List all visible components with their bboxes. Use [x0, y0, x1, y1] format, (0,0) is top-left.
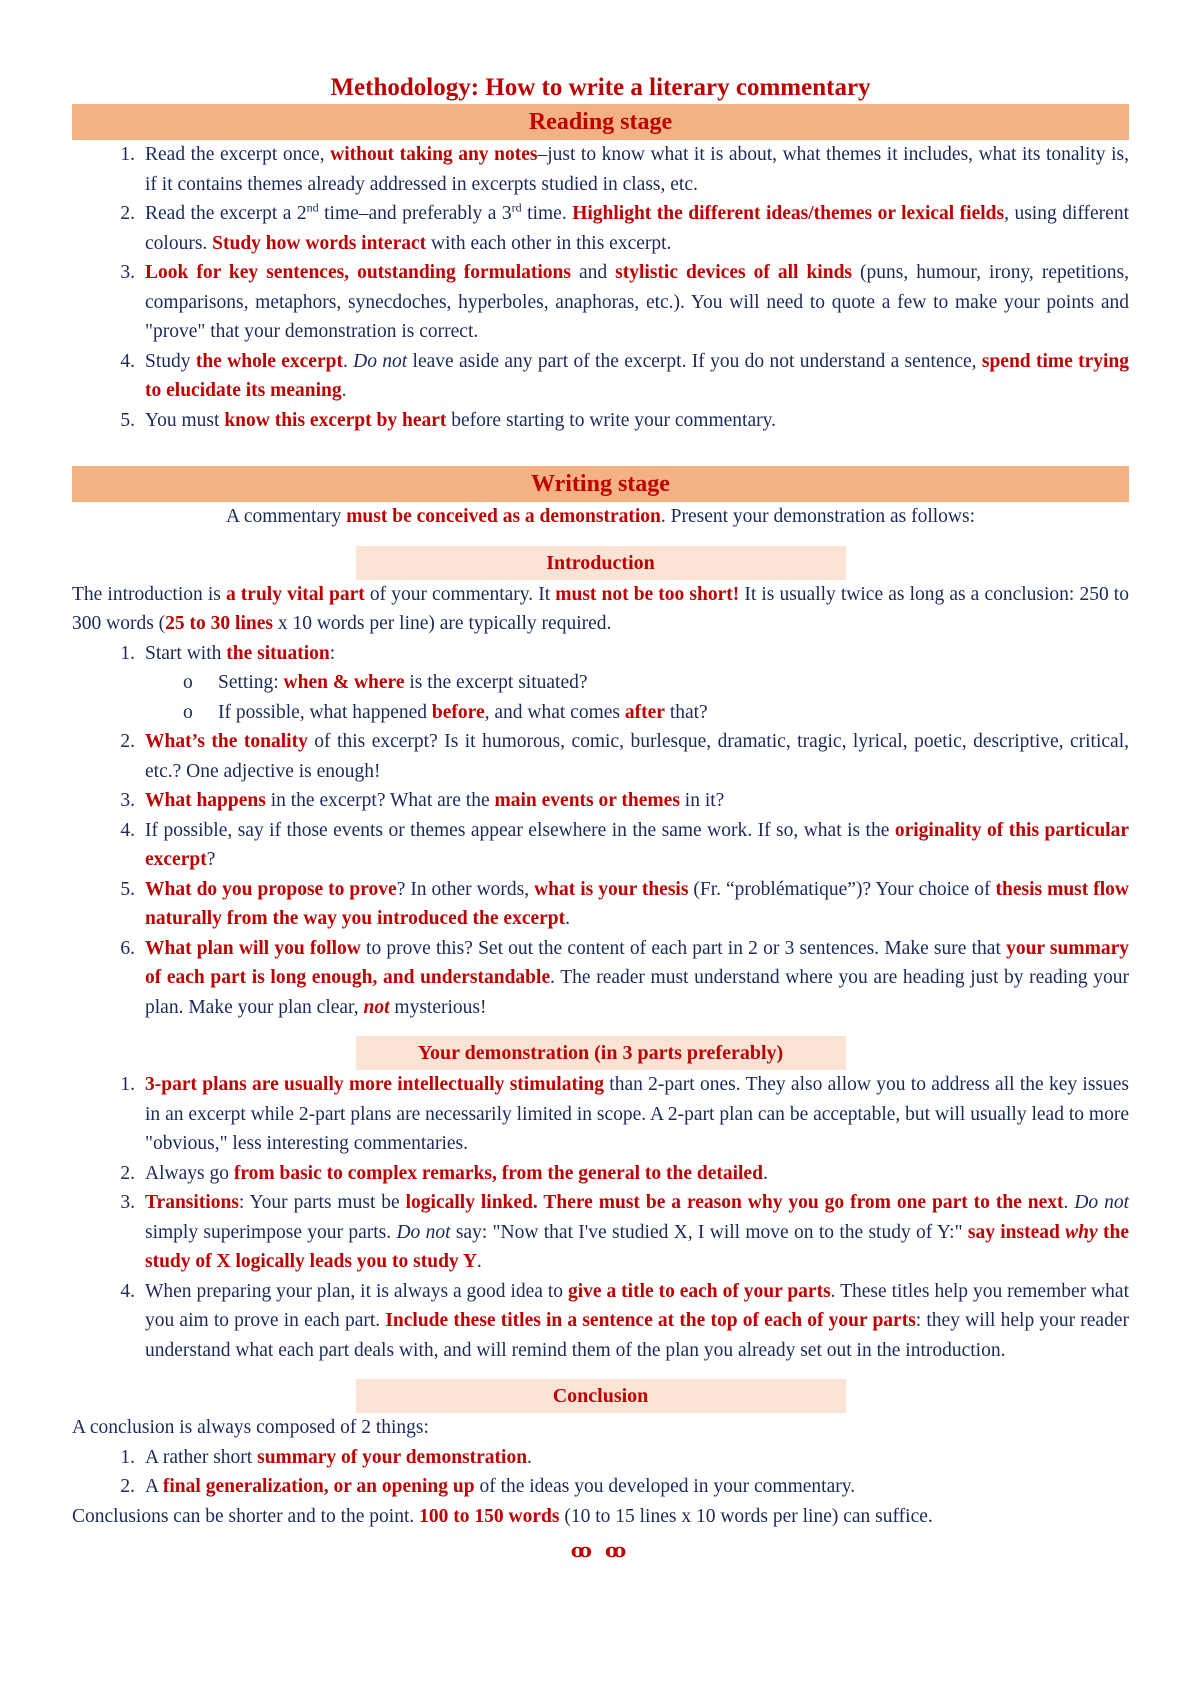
text-run: nd	[306, 200, 319, 215]
highlighted-text: the study of X logically leads you to study Y	[145, 1221, 1129, 1272]
list-item-text	[145, 938, 1129, 1018]
text-run: say: "Now that I've studied X, I will move on to the study of Y:"	[450, 1221, 968, 1243]
list-number: 2.	[120, 1162, 135, 1184]
list-number: 6.	[120, 937, 135, 959]
highlighted-text: without taking any notes	[330, 144, 538, 165]
text-run: .	[476, 1251, 482, 1272]
sub-list-item	[72, 698, 1129, 728]
reading-stage-heading: Reading stage	[72, 104, 1129, 140]
text-run: .	[762, 1162, 768, 1184]
list-number: 4.	[120, 819, 135, 841]
list-item-text	[145, 731, 1129, 782]
text-run: of the ideas you developed in your commentary.	[474, 1476, 856, 1497]
highlighted-text: after	[624, 701, 665, 723]
text-run: .	[527, 1446, 532, 1468]
text-run: Study	[145, 350, 196, 372]
highlighted-text: Transitions	[145, 1192, 239, 1213]
highlighted-text: why	[1065, 1221, 1098, 1243]
text-run: The introduction is	[72, 583, 226, 605]
text-run: .	[1063, 1192, 1075, 1213]
list-number: 3.	[120, 1192, 135, 1213]
writing-intro	[72, 502, 1129, 532]
document-page	[72, 72, 1129, 1567]
list-item-text	[145, 1163, 768, 1184]
text-run: Always go	[145, 1162, 234, 1184]
highlighted-text: say instead	[967, 1221, 1066, 1243]
text-run: (Fr. “problématique”)? Your choice of	[688, 878, 996, 900]
list-number: 4.	[120, 1280, 135, 1302]
list-item-text	[145, 1447, 532, 1468]
text-run: mysterious!	[389, 996, 487, 1018]
text-run: x 10 words per line) are typically required.	[272, 613, 612, 634]
text-run: and	[570, 262, 616, 283]
text-run: . The reader must understand where you are heading just by reading your plan. Make your plan clear,	[145, 967, 1129, 1018]
highlighted-text: What happens	[145, 790, 266, 811]
list-item	[72, 1159, 1129, 1189]
list-item	[72, 1472, 1129, 1502]
text-run: Do not	[353, 350, 408, 372]
list-item-text	[145, 1074, 1129, 1154]
highlighted-text: summary of your demonstration	[257, 1446, 528, 1468]
text-run: Conclusions can be shorter and to the point.	[72, 1505, 420, 1527]
list-number: 1.	[120, 642, 135, 664]
list-item-text	[145, 200, 1129, 254]
list-item	[72, 140, 1129, 199]
list-item-text	[145, 1476, 855, 1497]
text-run: A conclusion is always composed of 2 things:	[72, 1417, 429, 1438]
text-run: in it?	[679, 790, 725, 811]
highlighted-text: the whole excerpt	[195, 350, 343, 372]
text-run: ? In other words,	[396, 878, 535, 900]
conclusion-paragraph	[72, 1413, 1129, 1443]
highlighted-text: What do you propose to prove	[145, 878, 397, 900]
text-run: Do not	[396, 1221, 451, 1243]
highlighted-text: 3-part plans are usually more intellectually stimulating	[145, 1074, 604, 1095]
text-run: with each other in this excerpt.	[426, 232, 672, 254]
text-run: :	[329, 642, 336, 664]
list-item-text	[145, 410, 776, 431]
list-number: 1.	[120, 144, 135, 165]
highlighted-text: Study how words interact	[212, 232, 427, 254]
list-number: 2.	[120, 203, 135, 224]
text-run: When preparing your plan, it is always a good idea to	[145, 1280, 568, 1302]
situation-sublist	[72, 668, 1129, 727]
list-item	[72, 1188, 1129, 1277]
list-number: 5.	[120, 878, 135, 900]
list-item	[72, 639, 1129, 669]
text-run: than 2-part ones. They also allow you to address all the key issues in an excerpt while 2-part plans are necessarily limited in scope. A 2-part plan can be acceptable, but will usually lead to more "obvious," less interesting commentaries.	[145, 1074, 1129, 1154]
highlighted-text: your summary of each part is long enough, and understandable	[145, 937, 1129, 988]
text-run: Read the excerpt a 2	[145, 203, 307, 224]
text-run: time–and preferably a 3	[318, 203, 512, 224]
list-item-text	[145, 879, 1129, 930]
introduction-heading: Introduction	[356, 546, 846, 580]
text-run: is the excerpt situated?	[404, 672, 588, 693]
list-number: 2.	[120, 731, 135, 752]
list-number: 1.	[120, 1074, 135, 1095]
highlighted-text: give a title to each of your parts	[567, 1280, 831, 1302]
text-run: Setting:	[218, 672, 284, 693]
writing-stage-heading: Writing stage	[72, 466, 1129, 502]
list-number: 4.	[120, 350, 135, 372]
list-item	[72, 816, 1129, 875]
highlighted-text: Highlight the different ideas/themes or lexical fields	[572, 203, 1005, 224]
highlighted-text: not	[363, 996, 390, 1018]
highlighted-text: Look for key sentences, outstanding formulations	[145, 262, 571, 283]
list-number: 1.	[120, 1446, 135, 1468]
bullet-icon: o	[183, 672, 193, 693]
document-title: Methodology: How to write a literary commentary	[330, 74, 871, 101]
highlighted-text: thesis must flow naturally from the way you introduced the excerpt	[145, 878, 1129, 929]
list-item	[72, 406, 1129, 436]
text-run: .	[565, 908, 570, 929]
list-item	[72, 1277, 1129, 1366]
list-item	[72, 199, 1129, 258]
highlighted-text: from basic to complex remarks, from the general to the detailed	[233, 1162, 763, 1184]
highlighted-text: originality of this particular excerpt	[145, 819, 1129, 870]
text-run: of this excerpt? Is it humorous, comic, burlesque, dramatic, tragic, lyrical, poetic, descriptive, critical, etc.? One adjective is enough!	[145, 731, 1129, 782]
highlighted-text: when & where	[283, 672, 405, 693]
highlighted-text: before	[431, 701, 485, 723]
text-run: (10 to 15 lines x 10 words per line) can suffice.	[559, 1505, 933, 1527]
text-run: It is usually twice as long as a conclusion: 250 to 300 words (	[72, 583, 1129, 634]
list-number: 2.	[120, 1476, 135, 1497]
text-run: of your commentary. It	[364, 583, 556, 605]
text-run: Do not	[1074, 1192, 1130, 1213]
list-item	[72, 934, 1129, 1023]
list-number: 3.	[120, 262, 135, 283]
text-run: to prove this? Set out the content of each part in 2 or 3 sentences. Make sure that	[360, 937, 1007, 959]
text-run: .	[341, 380, 347, 401]
list-item	[72, 875, 1129, 934]
highlighted-text: logically linked. There must be a reason why you go from one part to the next	[405, 1192, 1064, 1213]
text-run: (puns, humour, irony, repetitions, comparisons, metaphors, synecdoches, hyperboles, anaphoras, etc.). You will need to quote a few to make your points and "prove" that your demonstration is correct.	[145, 262, 1130, 342]
sub-list-item-text	[218, 672, 588, 693]
introduction-steps-list	[72, 639, 1129, 669]
highlighted-text: What’s the tonality	[145, 731, 308, 752]
highlighted-text: must be conceived as a demonstration	[346, 506, 661, 527]
text-run: If possible, what happened	[218, 701, 432, 723]
conclusion-list	[72, 1443, 1129, 1502]
list-item-text	[145, 1281, 1129, 1361]
bullet-icon: o	[183, 701, 193, 723]
list-item-text	[145, 144, 1129, 195]
text-run: . These titles help you remember what you aim to prove in each part.	[145, 1280, 1129, 1331]
ornament-icon: ꝏ ꝏ	[570, 1540, 631, 1562]
list-item-text	[145, 820, 1129, 871]
highlighted-text: must not be too short!	[555, 583, 740, 605]
text-run: leave aside any part of the excerpt. If you do not understand a sentence,	[407, 350, 982, 372]
list-item	[72, 1443, 1129, 1473]
conclusion-closing	[72, 1502, 1129, 1532]
text-run: rd	[511, 200, 522, 215]
introduction-paragraph	[72, 580, 1129, 639]
demonstration-heading: Your demonstration (in 3 parts preferably)	[356, 1036, 846, 1070]
highlighted-text: 25 to 30 lines	[165, 613, 273, 634]
text-run: before starting to write your commentary.	[446, 409, 776, 431]
highlighted-text: final generalization, or an opening up	[162, 1476, 475, 1497]
conclusion-heading: Conclusion	[356, 1379, 846, 1413]
text-run: –just to know what it is about, what themes it includes, what its tonality is, if it contains themes already addressed in excerpts studied in class, etc.	[145, 144, 1129, 195]
text-run: .	[342, 350, 354, 372]
list-item-text	[145, 1192, 1129, 1272]
reading-steps-list	[72, 140, 1129, 435]
list-item-text	[145, 262, 1129, 342]
highlighted-text: Include these titles in a sentence at the top of each of your parts	[385, 1310, 916, 1331]
list-item	[72, 786, 1129, 816]
text-run: : Your parts must be	[238, 1192, 406, 1213]
text-run: time.	[521, 203, 573, 224]
introduction-steps-list-continued	[72, 727, 1129, 1022]
text-run: Start with	[145, 642, 227, 664]
highlighted-text: What plan will you follow	[145, 937, 361, 959]
highlighted-text: know this excerpt by heart	[224, 409, 447, 431]
highlighted-text: what is your thesis	[534, 878, 689, 900]
text-run: A commentary	[225, 506, 347, 527]
list-item-text	[145, 790, 724, 811]
text-run: , and what comes	[484, 701, 625, 723]
list-number: 3.	[120, 790, 135, 811]
text-run: A rather short	[145, 1446, 258, 1468]
list-item	[72, 347, 1129, 406]
text-run: Read the excerpt once,	[145, 144, 331, 165]
text-run: that?	[664, 701, 708, 723]
highlighted-text: 100 to 150 words	[419, 1505, 560, 1527]
list-item-text	[145, 351, 1129, 402]
text-run: ?	[206, 849, 216, 870]
text-run: : they will help your reader understand what each part deals with, and will remind them of the plan you already set out in the introduction.	[145, 1310, 1129, 1361]
list-item	[72, 258, 1129, 347]
sub-list-item-text	[218, 702, 708, 723]
text-run: , using different colours.	[145, 203, 1129, 254]
highlighted-text: the situation	[226, 642, 330, 664]
highlighted-text: a truly vital part	[225, 583, 365, 605]
highlighted-text: main events or themes	[494, 790, 680, 811]
text-run: A	[145, 1476, 163, 1497]
text-run: You must	[145, 409, 225, 431]
highlighted-text: stylistic devices of all kinds	[615, 262, 853, 283]
list-item	[72, 727, 1129, 786]
list-number: 5.	[120, 409, 135, 431]
text-run: in the excerpt? What are the	[265, 790, 495, 811]
highlighted-text: spend time trying to elucidate its meaning	[145, 350, 1130, 401]
text-run: simply superimpose your parts.	[145, 1221, 397, 1243]
list-item-text	[145, 643, 335, 664]
text-run: . Present your demonstration as follows:	[660, 506, 976, 527]
sub-list-item	[72, 668, 1129, 698]
list-item	[72, 1070, 1129, 1159]
text-run: If possible, say if those events or themes appear elsewhere in the same work. If so, what is the	[145, 819, 895, 841]
demonstration-list	[72, 1070, 1129, 1365]
